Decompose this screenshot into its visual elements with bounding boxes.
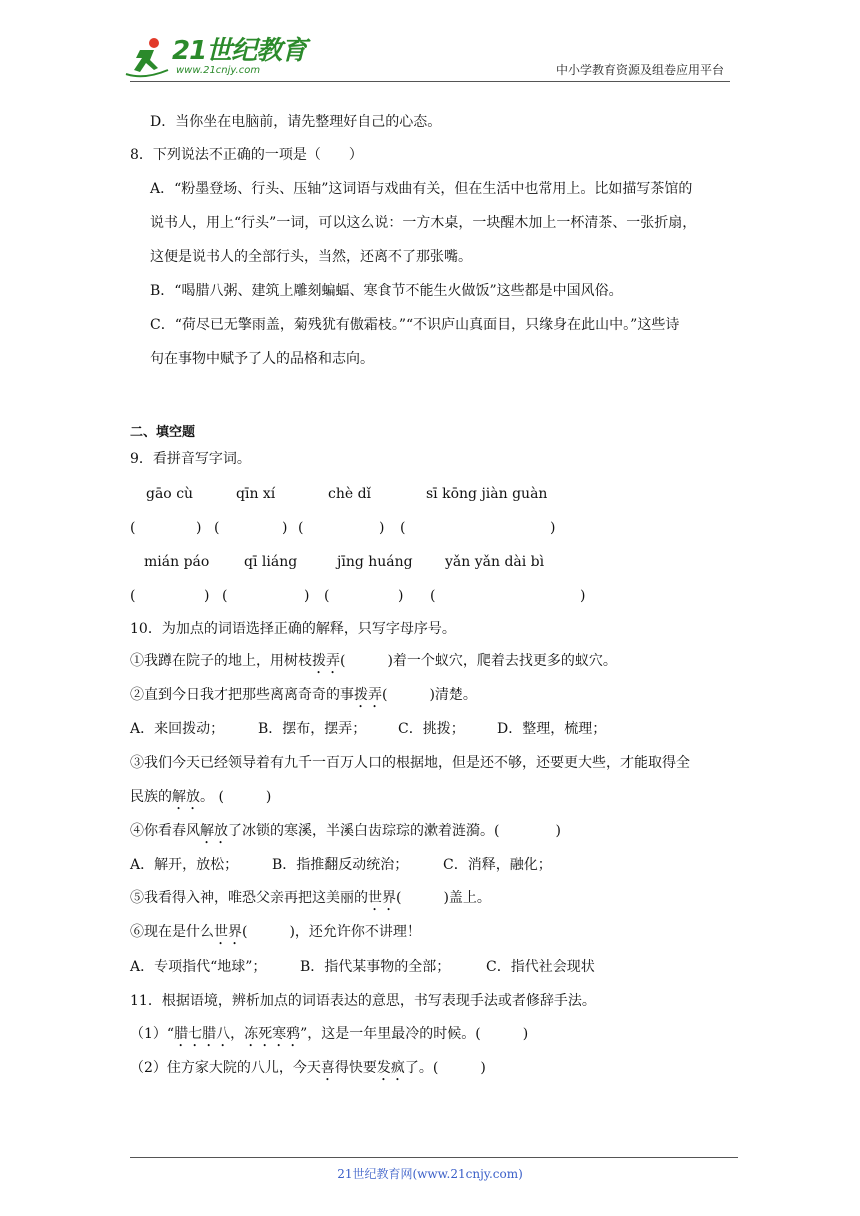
q8-option-a-line3: 这便是说书人的全部行头，当然，还离不了那张嘴。 bbox=[150, 249, 472, 265]
answer-paren-open: ( bbox=[130, 520, 136, 536]
q11-stem: 11．根据语境，辨析加点的词语表达的意思，书写表现手法或者修辞手法。 bbox=[130, 993, 596, 1009]
pinyin-qin-xi: qīn xí bbox=[236, 486, 276, 502]
answer-paren-close: ) bbox=[550, 520, 556, 536]
answer-paren-close: ) bbox=[304, 588, 310, 604]
answer-paren-close: ) bbox=[398, 588, 404, 604]
q10-option: A．解开，放松； bbox=[130, 857, 239, 873]
answer-paren-close: ) bbox=[196, 520, 202, 536]
pinyin-mian-pao: mián páo bbox=[144, 554, 210, 570]
pinyin-che-di: chè dǐ bbox=[328, 486, 372, 502]
dotted-word: 拨弄 bbox=[312, 653, 340, 669]
q8-option-a-line2: 说书人，用上“行头”一词，可以这么说：一方木桌，一块醒木加上一杯清茶、一张折扇， bbox=[150, 215, 697, 231]
q10-option: C．指代社会现状 bbox=[486, 959, 595, 975]
pinyin-gao-cu: gāo cù bbox=[146, 486, 194, 502]
answer-paren-open: ( bbox=[298, 520, 304, 536]
dotted-word: 世界 bbox=[214, 924, 242, 940]
q10-option: B．指代某事物的全部； bbox=[300, 959, 451, 975]
q10-sentence-3-line2: 民族的解放。 ( ) bbox=[130, 789, 272, 805]
q10-option: B．指推翻反动统治； bbox=[272, 857, 409, 873]
q10-option: A．专项指代“地球”； bbox=[130, 959, 267, 975]
q11-item-2: （2）住方家大院的八儿，今天喜得快要发疯了。( ) bbox=[130, 1060, 486, 1076]
q9-stem: 9．看拼音写字词。 bbox=[130, 451, 251, 467]
q7-option-d: D．当你坐在电脑前，请先整理好自己的心态。 bbox=[150, 114, 442, 130]
answer-paren-open: ( bbox=[222, 588, 228, 604]
site-logo bbox=[124, 36, 307, 80]
dotted-word: 拨弄 bbox=[354, 687, 382, 703]
answer-paren-close: ) bbox=[204, 588, 210, 604]
header-divider bbox=[130, 81, 730, 82]
q10-sentence-5: ⑤我看得入神，唯恐父亲再把这美丽的世界( )盖上。 bbox=[130, 890, 491, 906]
q8-option-c-line1: C．“荷尽已无擎雨盖，菊残犹有傲霜枝。”“不识庐山真面目，只缘身在此山中。”这些诗 bbox=[150, 317, 680, 333]
q11-item-1: （1）“腊七腊八，冻死寒鸦”，这是一年里最冷的时候。( ) bbox=[130, 1026, 529, 1042]
dotted-word: 世界 bbox=[368, 890, 396, 906]
section-title: 二、填空题 bbox=[130, 425, 196, 440]
dotted-word: 发疯 bbox=[376, 1060, 405, 1076]
q10-sentence-1: ①我蹲在院子的地上，用树枝拨弄( )着一个蚁穴，爬着去找更多的蚁穴。 bbox=[130, 653, 617, 669]
pinyin-jing-huang: jīng huáng bbox=[337, 554, 413, 570]
q10-sentence-4: ④你看春风解放了冰锁的寒溪，半溪白齿琮琮的漱着涟漪。( ) bbox=[130, 823, 561, 839]
dotted-word: 喜 bbox=[320, 1060, 335, 1076]
answer-paren-close: ) bbox=[282, 520, 288, 536]
answer-paren-close: ) bbox=[379, 520, 385, 536]
q10-sentence-2: ②直到今日我才把那些离离奇奇的事拨弄( )清楚。 bbox=[130, 687, 477, 703]
answer-paren-open: ( bbox=[430, 588, 436, 604]
footer-divider bbox=[130, 1157, 738, 1158]
dotted-word: 解放 bbox=[200, 823, 228, 839]
answer-paren-open: ( bbox=[214, 520, 220, 536]
dotted-word: 腊七腊八，冻死寒鸦 bbox=[174, 1026, 301, 1042]
runner-logo-icon bbox=[124, 36, 170, 80]
logo-text: 21世纪教育 bbox=[172, 36, 307, 66]
pinyin-qi-liang: qī liáng bbox=[244, 554, 298, 570]
platform-name: 中小学教育资源及组卷应用平台 bbox=[555, 63, 724, 77]
q8-option-c-line2: 句在事物中赋予了人的品格和志向。 bbox=[150, 351, 374, 367]
q8-stem: 8．下列说法不正确的一项是（ ） bbox=[130, 147, 363, 163]
q10-stem: 10．为加点的词语选择正确的解释，只写字母序号。 bbox=[130, 621, 456, 637]
q10-option: A．来回拨动； bbox=[130, 721, 225, 737]
q10-sentence-3-line1: ③我们今天已经领导着有九千一百万人口的根据地，但是还不够，还要更大些，才能取得全 bbox=[130, 755, 690, 771]
pinyin-si-kong-jian-guan: sī kōng jiàn guàn bbox=[426, 486, 548, 502]
q10-sentence-6: ⑥现在是什么世界( )，还允许你不讲理！ bbox=[130, 924, 421, 940]
footer-link[interactable]: 21世纪教育网(www.21cnjy.com) bbox=[337, 1167, 523, 1181]
answer-paren-open: ( bbox=[400, 520, 406, 536]
q10-option: C．挑拨； bbox=[398, 721, 465, 737]
q10-option: D．整理，梳理； bbox=[497, 721, 607, 737]
logo-url: www.21cnjy.com bbox=[176, 65, 261, 76]
pinyin-yan-yan-dai-bi: yǎn yǎn dài bì bbox=[445, 554, 545, 570]
dotted-word: 解放 bbox=[172, 789, 200, 805]
q10-option: B．摆布，摆弄； bbox=[258, 721, 367, 737]
answer-paren-open: ( bbox=[130, 588, 136, 604]
answer-paren-open: ( bbox=[324, 588, 330, 604]
answer-paren-close: ) bbox=[580, 588, 586, 604]
q10-option: C．消释，融化； bbox=[443, 857, 552, 873]
q8-option-a-line1: A．“粉墨登场、行头、压轴”这词语与戏曲有关，但在生活中也常用上。比如描写茶馆的 bbox=[150, 181, 693, 197]
q8-option-b: B．“喝腊八粥、建筑上雕刻蝙蝠、寒食节不能生火做饭”这些都是中国风俗。 bbox=[150, 283, 623, 299]
